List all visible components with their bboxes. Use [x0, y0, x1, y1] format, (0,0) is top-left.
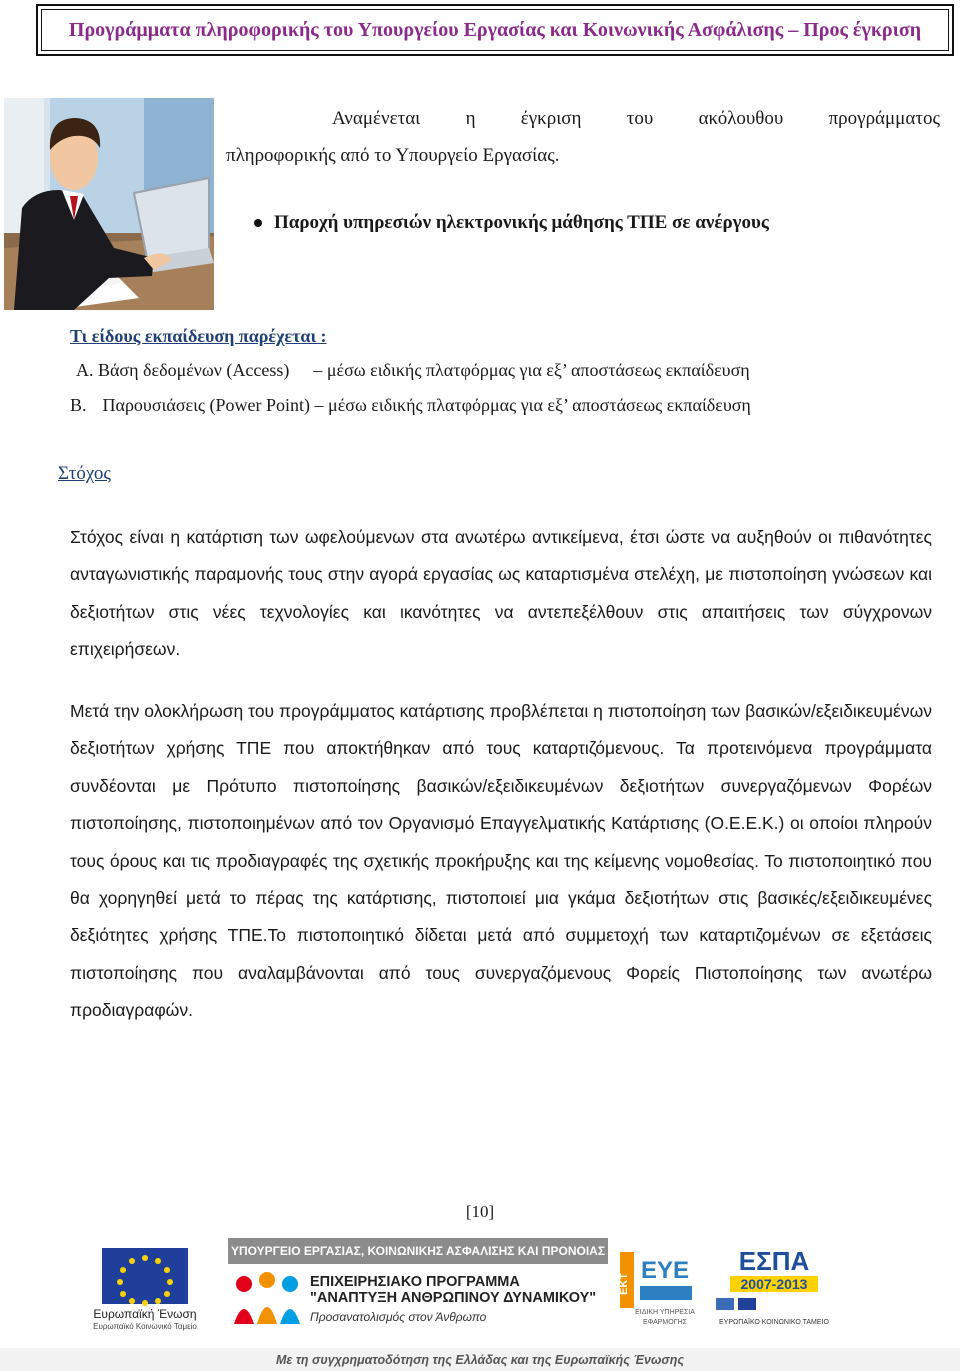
espa-years: 2007-2013 [740, 1276, 808, 1292]
eye-sublabel-2: ΕΦΑΡΜΟΓΗΣ [643, 1319, 687, 1326]
eye-ekt-logo [618, 1248, 696, 1330]
goal-heading: Στόχος [58, 463, 111, 484]
page-header [36, 4, 954, 56]
human-figures-icon [230, 1270, 304, 1330]
training-item-b [70, 395, 751, 416]
ekt-label: ΕΚΤ [618, 1273, 630, 1295]
intro-text [226, 100, 940, 174]
intro-line-1 [226, 100, 940, 137]
goal-paragraph-2: Μετά την ολοκλήρωση του προγράμματος κατάρτισης προβλέπεται η πιστοποίηση των βασικών/εξειδικευμένων δεξιοτήτων χρήσης ΤΠΕ που αποκτήθηκαν από τους καταρτιζόμενους. Τα προτεινόμενα προγράμματα συνδέονται με Πρότυπο πιστοποίησης βασικών/εξειδικευμένων δεξιοτήτων συνεργαζόμενων Φορέων πιστοποίησης, πιστοποιημένων από τον Οργανισμό Επαγγελματικής Κατάρτισης (Ο.Ε.Ε.Κ.) οι οποίοι πληρούν τους όρους και τις προδιαγραφές της σχετικής προκήρυξης και της κείμενης νομοθεσίας. Το πιστοποιητικό που θα χορηγηθεί μετά το πέρας της κατάρτισης, πιστοποιεί μια γκάμα δεξιοτήτων στις βασικές/εξειδικευμένες δεξιότητες χρήσης ΤΠΕ.Το πιστοποιητικό δίδεται μετά από συμμετοχή των καταρτιζομένων σε εξετάσεις πιστοποίησης που αναλαμβάνονται από τους συνεργαζόμενους Φορείς Πιστοποίησης των ανωτέρω προδιαγραφών. [70, 701, 932, 1021]
intro-word: του [626, 108, 654, 129]
espa-logo [712, 1244, 832, 1330]
program-title-line2: "ΑΝΑΠΤΥΞΗ ΑΝΘΡΩΠΙΝΟΥ ΔΥΝΑΜΙΚΟΥ" [310, 1290, 597, 1306]
eu-label: Ευρωπαϊκή Ένωση [93, 1307, 197, 1321]
intro-word: ακόλουθου [698, 108, 784, 129]
ministry-banner: ΥΠΟΥΡΓΕΙΟ ΕΡΓΑΣΙΑΣ, ΚΟΙΝΩΝΙΚΗΣ ΑΣΦΑΛΙΣΗΣ ΚΑΙ ΠΡΟΝΟΙΑΣ [228, 1238, 608, 1264]
training-item-a-desc: – μέσω ειδικής πλατφόρμας για εξ’ αποστάσεως εκπαίδευση [313, 360, 750, 380]
eu-sublabel: Ευρωπαϊκό Κοινωνικό Ταμείο [93, 1322, 197, 1331]
intro-word: έγκριση [520, 108, 582, 129]
eu-flag-logo [80, 1246, 210, 1331]
training-item-b-label: Β. [70, 395, 87, 415]
espa-label: ΕΣΠΑ [738, 1246, 810, 1276]
intro-word: Αναμένεται [332, 108, 421, 129]
program-logo [230, 1270, 610, 1330]
training-heading: Τι είδους εκπαίδευση παρέχεται : [70, 326, 327, 346]
training-item-a [76, 360, 750, 381]
cofinance-text: Με τη συγχρηματοδότηση της Ελλάδας και της Ευρωπαϊκής Ένωσης [275, 1352, 685, 1367]
program-slogan: Προσανατολισμός στον Άνθρωπο [310, 1310, 487, 1324]
page-header-frame [41, 9, 949, 51]
footer-logos [0, 1236, 960, 1371]
bullet-item [254, 212, 769, 234]
bullet-icon [254, 219, 262, 227]
businessman-laptop-illustration [4, 98, 214, 310]
eye-label: ΕΥΕ [640, 1257, 690, 1284]
training-item-b-desc: Παρουσιάσεις (Power Point) – μέσω ειδικής πλατφόρμας για εξ’ αποστάσεως εκπαίδευση [102, 395, 751, 415]
training-item-a-label: Α. Βάση δεδομένων (Access) [76, 360, 290, 380]
header-title: Προγράμματα πληροφορικής του Υπουργείου Εργασίας και Κοινωνικής Ασφάλισης – Προς έγκριση [68, 18, 922, 41]
intro-line-2: πληροφορικής από το Υπουργείο Εργασίας. [226, 145, 560, 166]
program-title-line1: ΕΠΙΧΕΙΡΗΣΙΑΚΟ ΠΡΟΓΡΑΜΜΑ [310, 1274, 520, 1290]
eye-sublabel-1: ΕΙΔΙΚΗ ΥΠΗΡΕΣΙΑ [635, 1309, 695, 1316]
intro-word: η [465, 108, 476, 129]
espa-sublabel: ΕΥΡΩΠΑΪΚΟ ΚΟΙΝΩΝΙΚΟ ΤΑΜΕΙΟ [719, 1319, 829, 1326]
bullet-text: Παροχή υπηρεσιών ηλεκτρονικής μάθησης ΤΠΕ σε ανέργους [274, 212, 769, 233]
goal-paragraph-1: Στόχος είναι η κατάρτιση των ωφελούμενων στα ανωτέρω αντικείμενα, έτσι ώστε να αυξηθούν οι πιθανότητες ανταγωνιστικής παραμονής τους στην αγορά εργασίας ως καταρτισμένα στελέχη, με πιστοποίηση γνώσεων και δεξιοτήτων στις νέες τεχνολογίες και ικανότητες να αντεπεξέλθουν στις απαιτήσεις των σύγχρονων επιχειρήσεων. [70, 527, 932, 660]
cofinance-band [0, 1348, 960, 1371]
intro-word: προγράμματος [828, 108, 940, 129]
page-number: [10] [465, 1202, 495, 1221]
